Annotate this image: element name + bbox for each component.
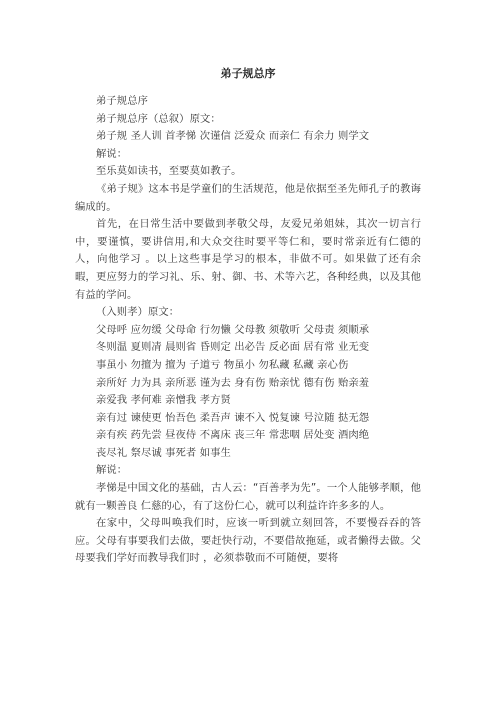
paragraph-section-label: （入则孝）原文： <box>96 306 180 319</box>
paragraph-at-home: 在家中，父母叫唤我们时，应该一听到就立刻回答，不要慢吞吞的答应。父母有事要我们去做，要赶快行动，不要借故拖延，或者懒得去做。父母要我们学好而教导我们时 ，必须恭敬而不可随便，要将 <box>75 517 421 565</box>
paragraph-quote: 至乐莫如读书，至要莫如教子。 <box>96 165 242 178</box>
paragraph-explanation-label: 解说： <box>96 464 128 477</box>
paragraph-filial-piety: 孝悌是中国文化的基础，古人云：“百善孝为先”。一个人能够孝顺，他就有一颗善良 仁慈的心，有了这份仁心，就可以利益许许多多的人。 <box>75 482 421 512</box>
verse-line: 事虽小 勿擅为 擅为 子道亏 物虽小 勿私藏 私藏 亲心伤 <box>96 358 349 371</box>
paragraph-explanation-label: 解说： <box>96 147 128 160</box>
verse-line: 父母呼 应勿缓 父母命 行勿懒 父母教 须敬听 父母责 须顺承 <box>96 323 370 336</box>
verse-line: 丧尽礼 祭尽诚 事死者 如事生 <box>96 446 231 459</box>
verse-line: 亲有过 谏使更 怡吾色 柔吾声 谏不入 悦复谏 号泣随 挞无怨 <box>96 411 370 424</box>
paragraph-original-text: 弟子规 圣人训 首孝悌 次谨信 泛爱众 而亲仁 有余力 则学文 <box>96 130 370 143</box>
paragraph-original-label: 弟子规总序（总叙）原文： <box>96 112 221 125</box>
paragraph-intro: 《弟子规》这本书是学童们的生活规范，他是依据至圣先师孔子的教诲编成的。 <box>75 182 421 213</box>
paragraph-heading: 弟子规总序 <box>96 95 148 107</box>
verse-line: 亲爱我 孝何难 亲憎我 孝方贤 <box>96 394 231 407</box>
verse-line: 冬则温 夏则凊 晨则省 昏则定 出必告 反必面 居有常 业无变 <box>96 341 370 354</box>
document-title: 弟子规总序 <box>220 67 276 80</box>
paragraph-explanation: 首先，在日常生活中要做到孝敬父母，友爱兄弟姐妹，其次一切言行中，要谨慎，要讲信用,和大众交往时要平等仁和，要时常亲近有仁德的人，向他学习 。以上这些事是学习的根本，非做不可。如果做了还有余暇，更应努力的学习礼、乐、射、御、书、术等六艺，各种经典，以及其他有益的学问。 <box>75 218 421 301</box>
document-body <box>75 93 421 568</box>
verse-line: 亲有疾 药先尝 昼夜侍 不离床 丧三年 常悲咽 居处变 酒肉绝 <box>96 429 370 442</box>
verse-line: 亲所好 力为具 亲所恶 谨为去 身有伤 贻亲忧 德有伤 贻亲羞 <box>96 376 370 389</box>
